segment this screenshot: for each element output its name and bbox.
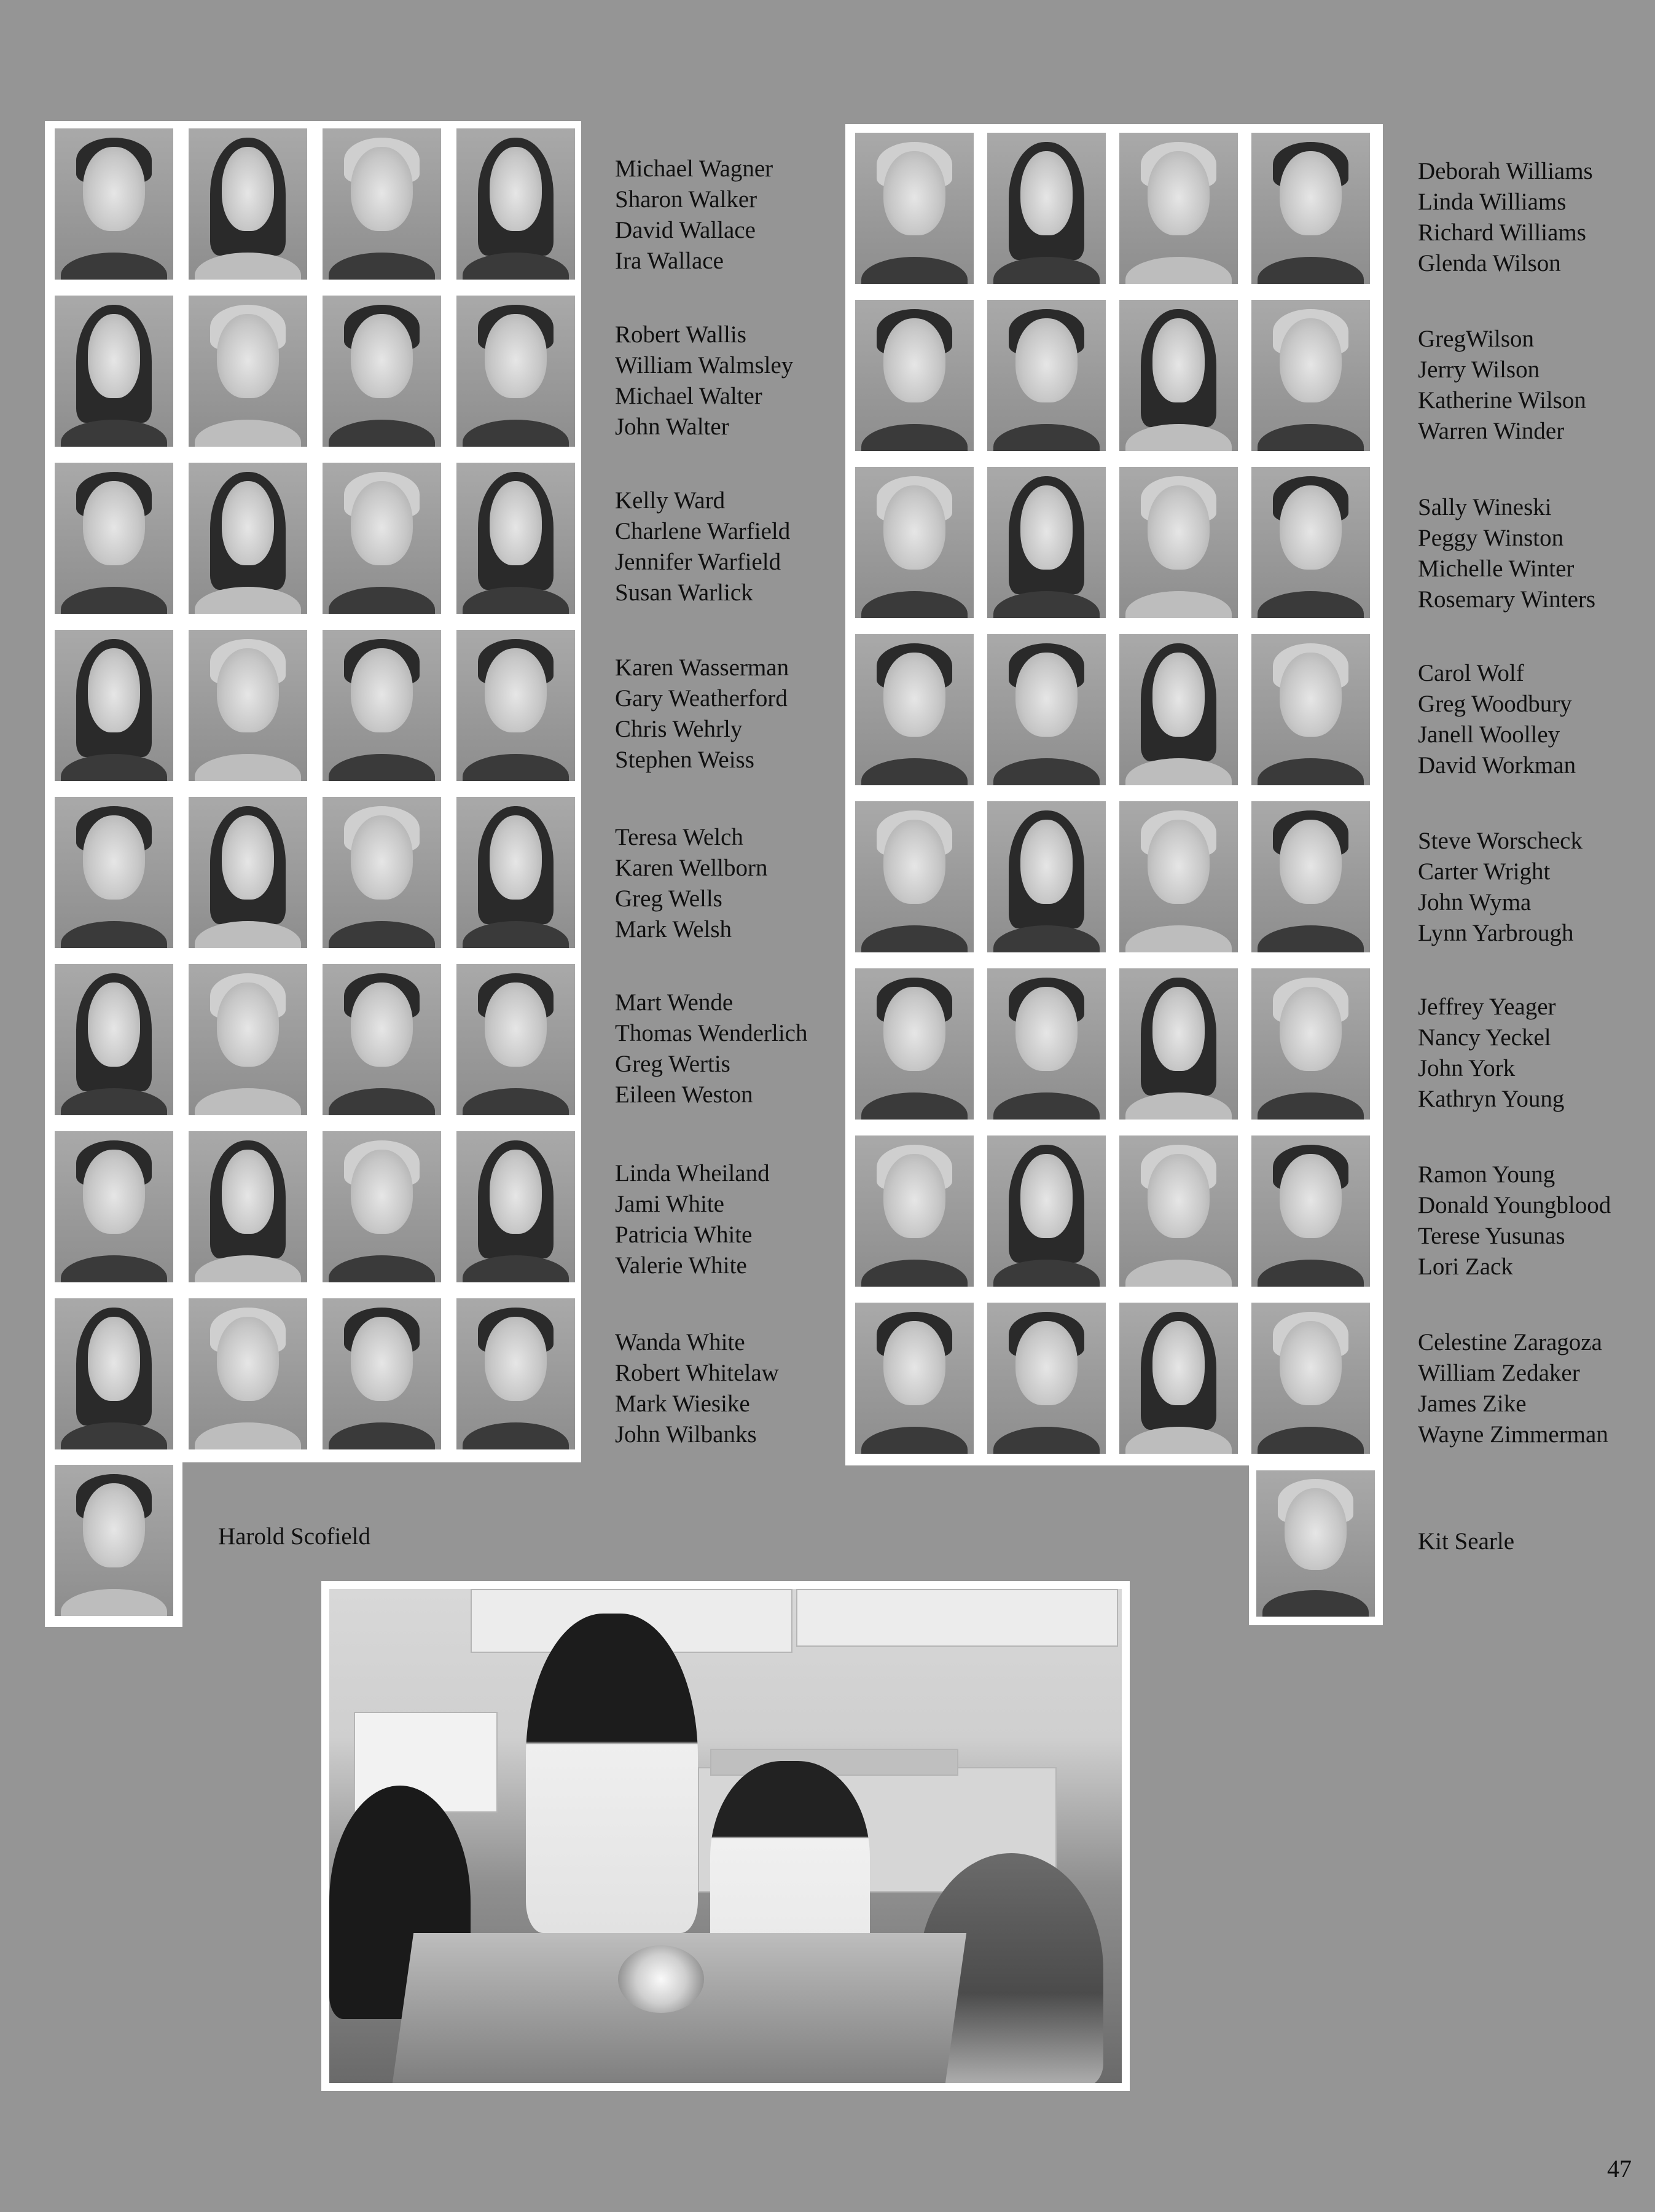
portrait-shoulders [993,257,1100,284]
portrait-shoulders [329,1088,436,1115]
portrait-shoulders [993,758,1100,785]
portrait-head [1280,485,1341,570]
student-portrait [987,801,1106,952]
portrait-shoulders [61,754,168,781]
portrait-shoulders [1262,1590,1369,1617]
student-name: Thomas Wenderlich [615,1020,808,1046]
student-portrait [189,630,307,781]
portrait-shoulders [861,925,968,952]
portrait-head [883,987,945,1072]
student-portrait [1251,300,1370,451]
portrait-shoulders [195,1088,302,1115]
student-name: Eileen Weston [615,1081,753,1108]
portrait-shoulders [861,591,968,618]
right-names-group-2 [1418,324,1586,447]
student-name: Steve Worscheck [1418,828,1583,854]
student-portrait [1251,133,1370,284]
portrait-shoulders [61,420,168,447]
student-name: Greg Wertis [615,1051,730,1077]
standing-person [526,1614,698,1933]
student-name: Carter Wright [1418,858,1551,885]
portrait-shoulders [463,1422,569,1449]
student-name: Carol Wolf [1418,660,1524,686]
student-name: Wayne Zimmerman [1418,1421,1608,1448]
portrait-shoulders [993,1427,1100,1454]
right-names-group-3 [1418,492,1595,615]
student-portrait [55,296,173,447]
portrait-head [1015,653,1077,737]
student-portrait [323,797,441,948]
student-portrait [323,128,441,280]
portrait-shoulders [1125,257,1232,284]
student-name: Celestine Zaragoza [1418,1329,1602,1355]
portrait-shoulders [1258,758,1364,785]
portrait-head [1015,987,1077,1072]
portrait-shoulders [329,754,436,781]
portrait-shoulders [463,754,569,781]
student-portrait [323,1131,441,1282]
portrait-shoulders [329,420,436,447]
student-portrait [987,133,1106,284]
portrait-head [1280,318,1341,403]
student-name: Sally Wineski [1418,494,1552,520]
student-name: Lynn Yarbrough [1418,920,1574,946]
page-number: 47 [1607,2155,1632,2183]
portrait-head [222,147,274,232]
portrait-head [1148,820,1209,904]
student-portrait [55,463,173,614]
student-portrait [456,630,575,781]
student-name: Karen Wasserman [615,654,789,681]
portrait-head [1148,151,1209,236]
student-portrait [855,968,974,1120]
portrait-shoulders [1125,1260,1232,1287]
portrait-head [1020,820,1073,904]
student-portrait [1251,801,1370,952]
student-name: Warren Winder [1418,418,1565,444]
portrait-head [351,648,412,733]
left-names-group-2 [615,320,793,442]
portrait-shoulders [1125,758,1232,785]
student-portrait [1256,1470,1375,1617]
student-name: William Walmsley [615,352,794,378]
student-name: John Wyma [1418,889,1532,916]
portrait-head [88,982,140,1067]
student-portrait [456,296,575,447]
student-portrait [1251,1135,1370,1287]
student-name: Ramon Young [1418,1161,1555,1188]
student-name: Chris Wehrly [615,716,743,742]
student-name: Linda Williams [1418,189,1567,215]
portrait-shoulders [463,420,569,447]
student-portrait [55,1298,173,1449]
portrait-head [1152,1321,1205,1406]
portrait-head [217,314,278,399]
portrait-shoulders [861,1260,968,1287]
portrait-head [351,147,412,232]
portrait-shoulders [1258,1427,1364,1454]
student-name: Richard Williams [1418,219,1586,246]
student-name: Michelle Winter [1418,555,1575,582]
student-name: Jami White [615,1191,724,1217]
portrait-head [1015,1321,1077,1406]
student-portrait [55,128,173,280]
kitchen-candid-photo [321,1581,1130,2091]
left-names-group-1 [615,154,773,276]
portrait-shoulders [861,424,968,451]
portrait-head [485,314,546,399]
student-portrait [323,630,441,781]
student-portrait [855,801,974,952]
student-name: Kelly Ward [615,487,726,514]
right-names-group-5 [1418,826,1583,949]
portrait-shoulders [329,587,436,614]
student-name: Gary Weatherford [615,685,788,712]
student-portrait [1119,801,1238,952]
portrait-shoulders [1125,424,1232,451]
portrait-shoulders [61,921,168,948]
student-name: Sharon Walker [615,186,757,213]
portrait-head [351,982,412,1067]
student-name: Greg Wells [615,885,722,912]
student-portrait [55,1131,173,1282]
portrait-head [83,815,144,900]
student-portrait [987,300,1106,451]
student-portrait [1119,968,1238,1120]
right-names-group-4 [1418,658,1576,781]
portrait-head [1280,151,1341,236]
student-portrait [1119,1135,1238,1287]
portrait-head [485,982,546,1067]
student-portrait [855,133,974,284]
student-portrait [456,964,575,1115]
student-portrait [855,467,974,618]
sink-counter [710,1749,958,1776]
portrait-shoulders [61,1255,168,1282]
right-names-group-1 [1418,156,1593,279]
student-name: Michael Walter [615,383,762,409]
student-portrait [189,128,307,280]
portrait-head [485,648,546,733]
student-name: John York [1418,1055,1516,1081]
portrait-shoulders [61,1589,168,1616]
student-portrait [1251,968,1370,1120]
portrait-head [1280,987,1341,1072]
left-names-group-8 [615,1327,779,1450]
portrait-shoulders [463,1255,569,1282]
portrait-shoulders [1258,424,1364,451]
student-portrait [456,1298,575,1449]
portrait-shoulders [195,253,302,280]
student-portrait [1119,634,1238,785]
portrait-head [1020,151,1073,236]
student-portrait [189,964,307,1115]
student-portrait [987,467,1106,618]
right-names-group-7 [1418,1159,1611,1282]
portrait-shoulders [993,1260,1100,1287]
student-name: Kathryn Young [1418,1086,1565,1112]
portrait-shoulders [1258,1092,1364,1120]
portrait-head [1285,1488,1346,1570]
portrait-head [351,314,412,399]
portrait-shoulders [195,754,302,781]
student-name: James Zike [1418,1390,1527,1417]
left-names-group-3 [615,485,790,608]
portrait-head [217,1317,278,1402]
portrait-head [83,481,144,566]
student-portrait [855,300,974,451]
portrait-shoulders [861,1427,968,1454]
student-portrait [55,964,173,1115]
student-name: Mark Welsh [615,916,732,943]
student-name: Jeffrey Yeager [1418,994,1556,1020]
kitchen-photo-image [329,1589,1122,2083]
portrait-head [1152,653,1205,737]
upper-cabinet [796,1589,1118,1647]
student-portrait [456,128,575,280]
portrait-head [883,318,945,403]
portrait-shoulders [329,1422,436,1449]
right-names-group-8 [1418,1327,1608,1450]
portrait-head [883,820,945,904]
student-portrait [855,1135,974,1287]
portrait-shoulders [1258,257,1364,284]
portrait-head [883,653,945,737]
student-portrait [1119,467,1238,618]
portrait-shoulders [993,1092,1100,1120]
student-name: Peggy Winston [1418,525,1564,551]
portrait-head [1280,1154,1341,1239]
portrait-shoulders [195,587,302,614]
portrait-shoulders [61,1422,168,1449]
portrait-head [83,147,144,232]
student-portrait [55,630,173,781]
student-portrait [987,1135,1106,1287]
portrait-head [88,1317,140,1402]
portrait-head [485,1317,546,1402]
portrait-shoulders [993,591,1100,618]
student-name: Donald Youngblood [1418,1192,1611,1218]
student-portrait [323,1298,441,1449]
student-name: Charlene Warfield [615,518,791,544]
portrait-shoulders [861,1092,968,1120]
right-extra-name: Kit Searle [1418,1528,1515,1555]
flower-centerpiece [618,1945,704,2013]
student-name: Jerry Wilson [1418,356,1540,383]
portrait-shoulders [861,758,968,785]
student-name: Ira Wallace [615,248,724,274]
student-portrait [55,797,173,948]
portrait-head [490,147,542,232]
portrait-head [351,1150,412,1234]
left-names-group-4 [615,653,789,775]
left-names-group-6 [615,987,807,1110]
student-portrait [1119,1303,1238,1454]
student-name: Teresa Welch [615,824,743,850]
student-portrait [1251,634,1370,785]
student-name: Robert Wallis [615,321,746,348]
portrait-head [883,1321,945,1406]
portrait-shoulders [329,253,436,280]
portrait-shoulders [1125,1427,1232,1454]
portrait-shoulders [463,921,569,948]
portrait-shoulders [61,587,168,614]
student-name: Jennifer Warfield [615,549,781,575]
portrait-head [1148,485,1209,570]
student-portrait [456,463,575,614]
portrait-shoulders [1258,1260,1364,1287]
portrait-head [883,151,945,236]
student-name: Robert Whitelaw [615,1360,779,1386]
portrait-head [1152,987,1205,1072]
portrait-shoulders [1125,1092,1232,1120]
portrait-head [222,815,274,900]
portrait-shoulders [1258,925,1364,952]
student-portrait [987,968,1106,1120]
portrait-head [351,815,412,900]
student-portrait [189,463,307,614]
student-name: Susan Warlick [615,579,753,606]
student-name: William Zedaker [1418,1360,1580,1386]
student-portrait [189,797,307,948]
portrait-head [490,815,542,900]
portrait-shoulders [329,921,436,948]
portrait-shoulders [993,925,1100,952]
portrait-head [83,1150,144,1234]
student-portrait [189,1298,307,1449]
student-portrait [323,296,441,447]
left-extra-name: Harold Scofield [218,1523,371,1550]
student-portrait [855,1303,974,1454]
student-name: John Wilbanks [615,1421,757,1448]
student-name: Patricia White [615,1222,753,1248]
student-portrait [323,964,441,1115]
student-name: Karen Wellborn [615,855,768,881]
portrait-head [88,314,140,399]
student-name: Deborah Williams [1418,158,1593,184]
portrait-shoulders [195,1255,302,1282]
portrait-head [490,1150,542,1234]
portrait-head [1280,1321,1341,1406]
portrait-head [351,481,412,566]
student-name: Rosemary Winters [1418,586,1596,613]
student-portrait [1251,467,1370,618]
portrait-head [217,982,278,1067]
student-portrait [323,463,441,614]
student-name: Mart Wende [615,989,734,1016]
portrait-shoulders [463,253,569,280]
portrait-shoulders [1125,591,1232,618]
portrait-head [222,1150,274,1234]
portrait-head [1020,485,1073,570]
student-portrait [1251,1303,1370,1454]
portrait-shoulders [195,921,302,948]
student-name: David Workman [1418,752,1576,779]
portrait-shoulders [195,420,302,447]
portrait-head [83,1483,144,1568]
portrait-shoulders [463,587,569,614]
student-name: Terese Yusunas [1418,1223,1565,1249]
student-portrait [189,296,307,447]
portrait-head [1280,820,1341,904]
portrait-head [883,1154,945,1239]
portrait-head [88,648,140,733]
student-name: GregWilson [1418,326,1535,352]
left-names-group-5 [615,822,767,945]
student-portrait [987,634,1106,785]
portrait-head [1280,653,1341,737]
portrait-shoulders [61,253,168,280]
student-portrait [456,1131,575,1282]
portrait-head [1015,318,1077,403]
portrait-head [222,481,274,566]
student-name: Stephen Weiss [615,747,754,773]
student-name: John Walter [615,414,729,440]
portrait-head [1152,318,1205,403]
student-name: Wanda White [615,1329,745,1355]
portrait-head [351,1317,412,1402]
student-name: Greg Woodbury [1418,691,1572,717]
portrait-shoulders [1125,925,1232,952]
student-portrait [855,634,974,785]
student-portrait [987,1303,1106,1454]
student-portrait [189,1131,307,1282]
student-name: David Wallace [615,217,756,243]
student-name: Valerie White [615,1252,747,1279]
student-name: Janell Woolley [1418,721,1560,748]
student-name: Glenda Wilson [1418,250,1561,276]
portrait-shoulders [861,257,968,284]
student-portrait [1119,133,1238,284]
student-name: Mark Wiesike [615,1390,750,1417]
portrait-head [1148,1154,1209,1239]
student-portrait [1119,300,1238,451]
portrait-shoulders [993,424,1100,451]
student-name: Linda Wheiland [615,1160,770,1186]
student-portrait [456,797,575,948]
student-name: Katherine Wilson [1418,387,1586,414]
portrait-head [883,485,945,570]
portrait-shoulders [1258,591,1364,618]
left-names-group-7 [615,1158,770,1281]
portrait-shoulders [329,1255,436,1282]
portrait-shoulders [61,1088,168,1115]
portrait-shoulders [195,1422,302,1449]
student-name: Michael Wagner [615,155,773,182]
student-name: Nancy Yeckel [1418,1024,1551,1051]
portrait-head [217,648,278,733]
student-portrait [55,1465,173,1616]
student-name: Lori Zack [1418,1253,1513,1280]
right-names-group-6 [1418,992,1564,1115]
portrait-head [1020,1154,1073,1239]
portrait-head [490,481,542,566]
portrait-shoulders [463,1088,569,1115]
